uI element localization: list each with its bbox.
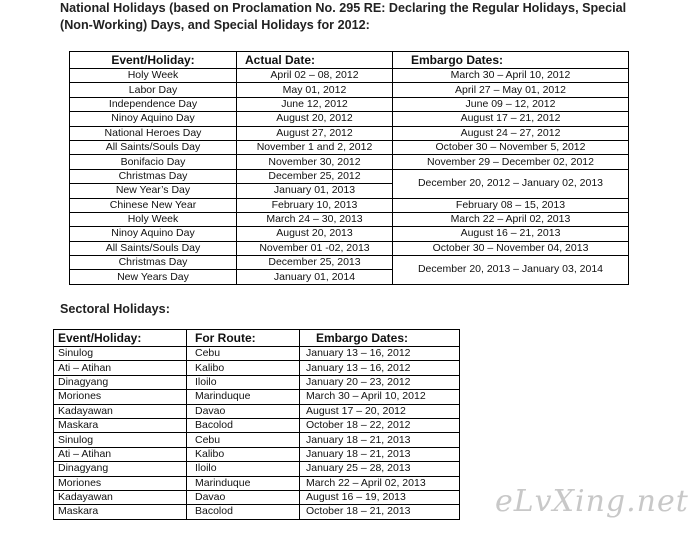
national-event-cell: Christmas Day xyxy=(70,256,237,270)
sectoral-route-cell: Bacolod xyxy=(187,505,300,519)
sectoral-event-cell: Maskara xyxy=(54,418,187,432)
sectoral-event-cell: Kadayawan xyxy=(54,404,187,418)
national-date-cell: November 1 and 2, 2012 xyxy=(237,140,393,154)
sectoral-row xyxy=(54,418,460,432)
national-event-cell: Chinese New Year xyxy=(70,198,237,212)
sectoral-event-cell: Sinulog xyxy=(54,433,187,447)
national-date-cell: November 01 -02, 2013 xyxy=(237,241,393,255)
national-date-cell: January 01, 2014 xyxy=(237,270,393,284)
national-embargo-cell: April 27 – May 01, 2012 xyxy=(393,83,629,97)
sectoral-embargo-cell: October 18 – 21, 2013 xyxy=(300,505,460,519)
sectoral-route-cell: Iloilo xyxy=(187,375,300,389)
sectoral-route-cell: Cebu xyxy=(187,347,300,361)
national-event-cell: Independence Day xyxy=(70,97,237,111)
sectoral-route-cell: Marinduque xyxy=(187,476,300,490)
sectoral-event-cell: Ati – Atihan xyxy=(54,447,187,461)
sectoral-route-cell: Cebu xyxy=(187,433,300,447)
sectoral-row xyxy=(54,375,460,389)
national-date-cell: November 30, 2012 xyxy=(237,155,393,169)
national-row xyxy=(70,227,629,241)
sectoral-row xyxy=(54,404,460,418)
national-date-cell: January 01, 2013 xyxy=(237,184,393,198)
sectoral-event-cell: Ati – Atihan xyxy=(54,361,187,375)
sectoral-event-cell: Moriones xyxy=(54,476,187,490)
sectoral-row xyxy=(54,476,460,490)
national-date-cell: December 25, 2013 xyxy=(237,256,393,270)
sectoral-embargo-cell: March 22 – April 02, 2013 xyxy=(300,476,460,490)
sectoral-embargo-cell: January 18 – 21, 2013 xyxy=(300,447,460,461)
national-embargo-cell: March 30 – April 10, 2012 xyxy=(393,69,629,83)
national-header-row xyxy=(70,52,629,69)
national-row xyxy=(70,126,629,140)
sectoral-row xyxy=(54,390,460,404)
sectoral-event-cell: Kadayawan xyxy=(54,490,187,504)
national-embargo-cell: August 16 – 21, 2013 xyxy=(393,227,629,241)
watermark-logo: eLvXing.net xyxy=(495,484,689,519)
sectoral-route-cell: Kalibo xyxy=(187,361,300,375)
national-row xyxy=(70,83,629,97)
sectoral-row xyxy=(54,505,460,519)
national-date-cell: February 10, 2013 xyxy=(237,198,393,212)
national-row xyxy=(70,198,629,212)
national-event-cell: All Saints/Souls Day xyxy=(70,140,237,154)
national-embargo-cell: December 20, 2013 – January 03, 2014 xyxy=(393,256,629,285)
sectoral-event-cell: Dinagyang xyxy=(54,375,187,389)
national-event-cell: New Years Day xyxy=(70,270,237,284)
national-row xyxy=(70,155,629,169)
sectoral-embargo-cell: March 30 – April 10, 2012 xyxy=(300,390,460,404)
sectoral-route-cell: Bacolod xyxy=(187,418,300,432)
sectoral-route-cell: Iloilo xyxy=(187,462,300,476)
sectoral-route-cell: Kalibo xyxy=(187,447,300,461)
sectoral-row xyxy=(54,447,460,461)
national-header-event: Event/Holiday: xyxy=(70,52,237,69)
national-embargo-cell: November 29 – December 02, 2012 xyxy=(393,155,629,169)
national-embargo-cell: June 09 – 12, 2012 xyxy=(393,97,629,111)
national-date-cell: August 20, 2012 xyxy=(237,112,393,126)
national-date-cell: August 27, 2012 xyxy=(237,126,393,140)
sectoral-holidays-heading: Sectoral Holidays: xyxy=(60,302,170,316)
national-date-cell: March 24 – 30, 2013 xyxy=(237,212,393,226)
national-embargo-cell: August 24 – 27, 2012 xyxy=(393,126,629,140)
national-embargo-cell: February 08 – 15, 2013 xyxy=(393,198,629,212)
sectoral-embargo-cell: January 20 – 23, 2012 xyxy=(300,375,460,389)
national-row xyxy=(70,69,629,83)
national-row xyxy=(70,140,629,154)
sectoral-route-cell: Marinduque xyxy=(187,390,300,404)
national-embargo-cell: March 22 – April 02, 2013 xyxy=(393,212,629,226)
sectoral-route-cell: Davao xyxy=(187,490,300,504)
sectoral-route-cell: Davao xyxy=(187,404,300,418)
national-embargo-cell: October 30 – November 5, 2012 xyxy=(393,140,629,154)
national-row xyxy=(70,169,629,183)
national-date-cell: August 20, 2013 xyxy=(237,227,393,241)
national-event-cell: Christmas Day xyxy=(70,169,237,183)
national-header-actual-date: Actual Date: xyxy=(237,52,393,69)
national-holidays-heading: National Holidays (based on Proclamation No. 295 RE: Declaring the Regular Holidays, Special (Non-Working) Days, and Special Holidays for 2012: xyxy=(60,1,627,32)
sectoral-header-row xyxy=(54,330,460,347)
sectoral-embargo-cell: August 17 – 20, 2012 xyxy=(300,404,460,418)
sectoral-row xyxy=(54,347,460,361)
national-row xyxy=(70,212,629,226)
sectoral-row xyxy=(54,490,460,504)
sectoral-embargo-cell: October 18 – 22, 2012 xyxy=(300,418,460,432)
sectoral-embargo-cell: January 13 – 16, 2012 xyxy=(300,361,460,375)
national-event-cell: Ninoy Aquino Day xyxy=(70,227,237,241)
sectoral-event-cell: Sinulog xyxy=(54,347,187,361)
sectoral-header-route: For Route: xyxy=(187,330,300,347)
national-date-cell: June 12, 2012 xyxy=(237,97,393,111)
sectoral-embargo-cell: January 18 – 21, 2013 xyxy=(300,433,460,447)
national-holidays-table xyxy=(69,51,629,285)
national-event-cell: National Heroes Day xyxy=(70,126,237,140)
sectoral-row xyxy=(54,361,460,375)
national-event-cell: Ninoy Aquino Day xyxy=(70,112,237,126)
sectoral-event-cell: Maskara xyxy=(54,505,187,519)
sectoral-header-embargo: Embargo Dates: xyxy=(300,330,460,347)
national-row xyxy=(70,112,629,126)
sectoral-row xyxy=(54,433,460,447)
sectoral-embargo-cell: January 25 – 28, 2013 xyxy=(300,462,460,476)
sectoral-embargo-cell: August 16 – 19, 2013 xyxy=(300,490,460,504)
national-event-cell: Labor Day xyxy=(70,83,237,97)
national-header-embargo: Embargo Dates: xyxy=(393,52,629,69)
national-embargo-cell: October 30 – November 04, 2013 xyxy=(393,241,629,255)
national-row xyxy=(70,97,629,111)
sectoral-event-cell: Moriones xyxy=(54,390,187,404)
national-embargo-cell: December 20, 2012 – January 02, 2013 xyxy=(393,169,629,198)
sectoral-header-event: Event/Holiday: xyxy=(54,330,187,347)
sectoral-embargo-cell: January 13 – 16, 2012 xyxy=(300,347,460,361)
national-row xyxy=(70,241,629,255)
national-date-cell: December 25, 2012 xyxy=(237,169,393,183)
national-row xyxy=(70,256,629,270)
national-embargo-cell: August 17 – 21, 2012 xyxy=(393,112,629,126)
sectoral-row xyxy=(54,462,460,476)
national-event-cell: Holy Week xyxy=(70,69,237,83)
national-event-cell: New Year’s Day xyxy=(70,184,237,198)
sectoral-holidays-table xyxy=(53,329,460,520)
national-date-cell: April 02 – 08, 2012 xyxy=(237,69,393,83)
national-event-cell: Bonifacio Day xyxy=(70,155,237,169)
sectoral-event-cell: Dinagyang xyxy=(54,462,187,476)
national-event-cell: All Saints/Souls Day xyxy=(70,241,237,255)
national-event-cell: Holy Week xyxy=(70,212,237,226)
national-date-cell: May 01, 2012 xyxy=(237,83,393,97)
